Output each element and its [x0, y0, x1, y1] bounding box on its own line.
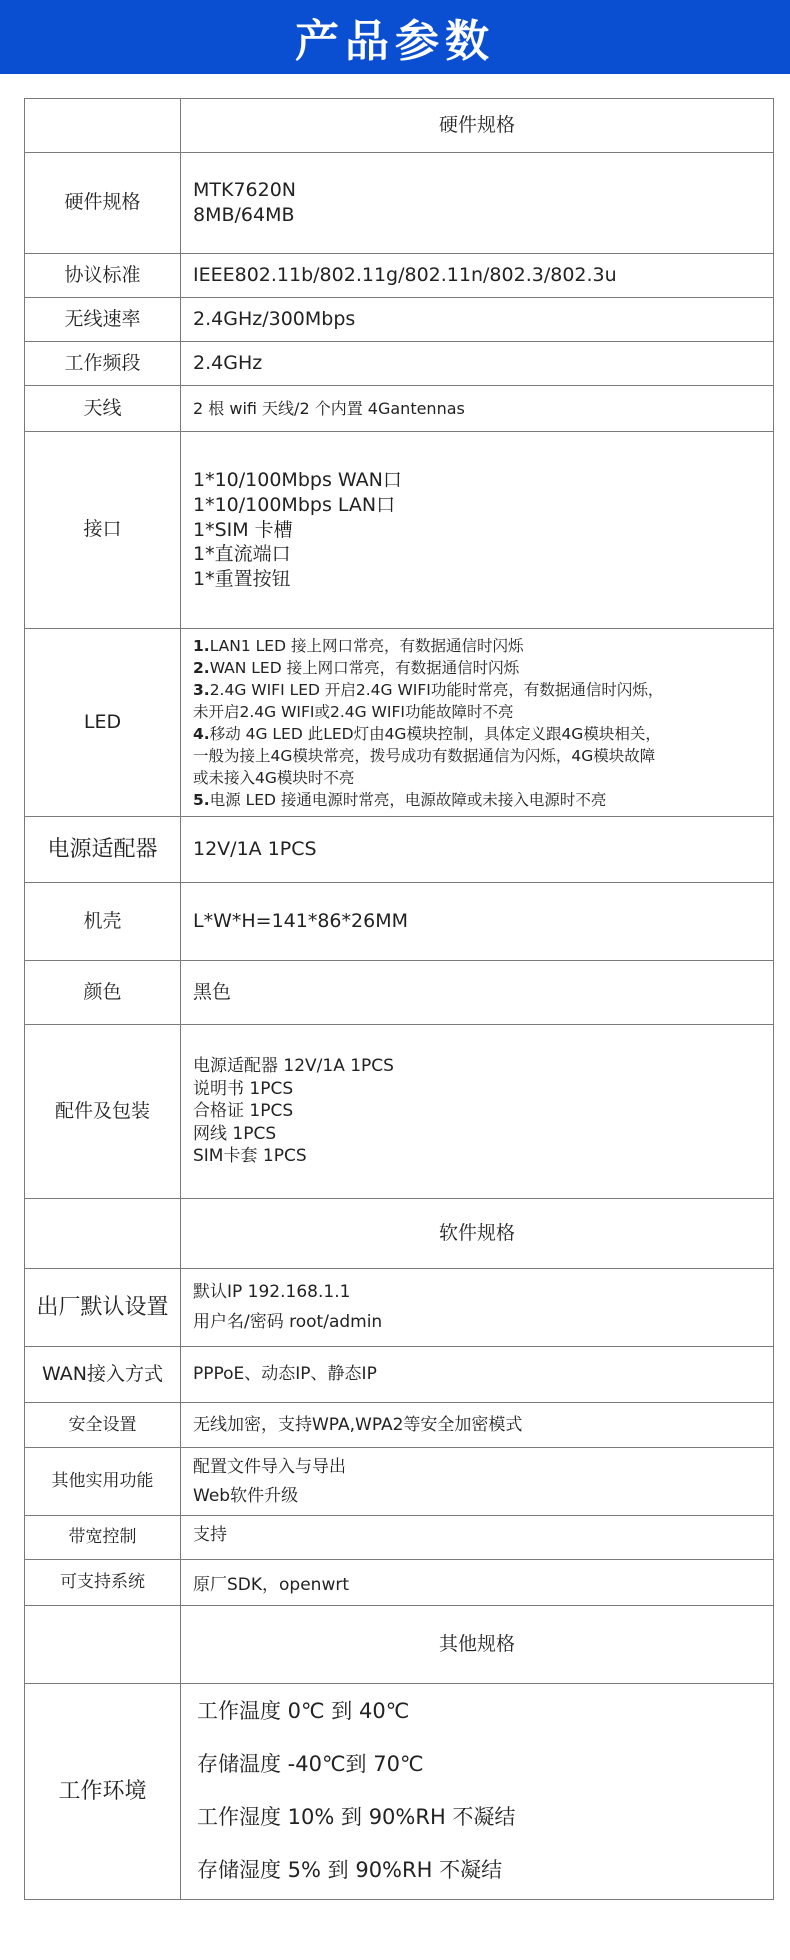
utility-line: 配置文件导入与导出 [193, 1457, 346, 1478]
row-value-color: 黑色 [181, 961, 774, 1025]
row-label-environment: 工作环境 [25, 1684, 181, 1900]
row-label-color: 颜色 [25, 961, 181, 1025]
row-value-utilities [181, 1448, 774, 1516]
row-value-default [181, 1269, 774, 1347]
row-label-bandwidth: 带宽控制 [25, 1516, 181, 1560]
led-line: 未开启2.4G WIFI或2.4G WIFI功能故障时不亮 [193, 702, 514, 721]
row-value-security: 无线加密，支持WPA,WPA2等安全加密模式 [181, 1403, 774, 1448]
spec-row-bandwidth [25, 1516, 774, 1560]
page-title: 产品参数 [295, 16, 495, 67]
row-value-accessories [181, 1025, 774, 1199]
spec-row-antenna [25, 386, 774, 432]
row-value-hw [181, 153, 774, 254]
environment-line: 工作湿度 10% 到 90%RH 不凝结 [197, 1805, 516, 1830]
spec-row-ports [25, 432, 774, 629]
row-value-environment [181, 1684, 774, 1900]
row-value-led [181, 629, 774, 817]
environment-line: 存储温度 -40℃到 70℃ [197, 1752, 424, 1777]
row-value-systems: 原厂SDK，openwrt [181, 1560, 774, 1606]
row-label-antenna: 天线 [25, 386, 181, 432]
row-label-hw: 硬件规格 [25, 153, 181, 254]
spec-row-systems [25, 1560, 774, 1606]
led-line: 3.2.4G WIFI LED 开启2.4G WIFI功能时常亮，有数据通信时闪烁， [193, 680, 664, 699]
environment-line: 工作温度 0℃ 到 40℃ [197, 1699, 410, 1724]
hw-line: MTK7620N [193, 178, 297, 201]
row-label-ports: 接口 [25, 432, 181, 629]
spec-row-power [25, 817, 774, 883]
default-line: 用户名/密码 root/admin [193, 1311, 383, 1332]
accessory-line: SIM卡套 1PCS [193, 1146, 307, 1167]
row-label-frequency: 工作频段 [25, 342, 181, 386]
row-label-protocol: 协议标准 [25, 254, 181, 298]
row-value-power: 12V/1A 1PCS [181, 817, 774, 883]
section-title-software: 软件规格 [181, 1199, 774, 1269]
section-row-other [25, 1606, 774, 1684]
led-line: 或未接入4G模块时不亮 [193, 768, 355, 787]
spec-row-protocol [25, 254, 774, 298]
led-line: 5.电源 LED 接通电源时常亮，电源故障或未接入电源时不亮 [193, 790, 607, 809]
port-line: 1*10/100Mbps LAN口 [193, 493, 396, 516]
row-value-ports [181, 432, 774, 629]
spec-row-rate [25, 298, 774, 342]
section-row-software [25, 1199, 774, 1269]
row-value-antenna: 2 根 wifi 天线/2 个内置 4Gantennas [181, 386, 774, 432]
port-line: 1*重置按钮 [193, 568, 291, 591]
accessory-line: 网线 1PCS [193, 1123, 277, 1144]
spec-row-hw [25, 153, 774, 254]
row-value-frequency: 2.4GHz [181, 342, 774, 386]
row-value-rate: 2.4GHz/300Mbps [181, 298, 774, 342]
section-row-hardware [25, 99, 774, 153]
row-label-power: 电源适配器 [25, 817, 181, 883]
spec-row-environment [25, 1684, 774, 1900]
row-value-case: L*W*H=141*86*26MM [181, 883, 774, 961]
led-line: 一般为接上4G模块常亮，拨号成功有数据通信为闪烁，4G模块故障 [193, 746, 656, 765]
row-value-bandwidth: 支持 [181, 1516, 774, 1560]
row-label-utilities: 其他实用功能 [25, 1448, 181, 1516]
spec-row-default [25, 1269, 774, 1347]
header-banner [0, 0, 790, 74]
section-title-hardware: 硬件规格 [181, 99, 774, 153]
port-line: 1*直流端口 [193, 543, 291, 566]
spec-row-security [25, 1403, 774, 1448]
spec-row-utilities [25, 1448, 774, 1516]
row-label-default: 出厂默认设置 [25, 1269, 181, 1347]
row-value-protocol: IEEE802.11b/802.11g/802.11n/802.3/802.3u [181, 254, 774, 298]
row-label-case: 机壳 [25, 883, 181, 961]
row-label-rate: 无线速率 [25, 298, 181, 342]
section-title-other: 其他规格 [181, 1606, 774, 1684]
accessory-line: 合格证 1PCS [193, 1101, 294, 1122]
spec-row-accessories [25, 1025, 774, 1199]
row-label-security: 安全设置 [25, 1403, 181, 1448]
spec-table [24, 98, 774, 1900]
utility-line: Web软件升级 [193, 1485, 299, 1506]
spec-row-case [25, 883, 774, 961]
row-value-wan: PPPoE、动态IP、静态IP [181, 1347, 774, 1403]
spec-row-frequency [25, 342, 774, 386]
accessory-line: 说明书 1PCS [193, 1078, 294, 1099]
spec-row-wan [25, 1347, 774, 1403]
led-line: 1.LAN1 LED 接上网口常亮，有数据通信时闪烁 [193, 636, 524, 655]
port-line: 1*10/100Mbps WAN口 [193, 469, 402, 492]
spec-row-color [25, 961, 774, 1025]
led-line: 2.WAN LED 接上网口常亮，有数据通信时闪烁 [193, 658, 520, 677]
row-label-systems: 可支持系统 [25, 1560, 181, 1606]
row-label-led: LED [25, 629, 181, 817]
environment-line: 存储湿度 5% 到 90%RH 不凝结 [197, 1858, 503, 1883]
hw-line: 8MB/64MB [193, 204, 295, 226]
row-label-wan: WAN接入方式 [25, 1347, 181, 1403]
led-line: 4.移动 4G LED 此LED灯由4G模块控制，具体定义跟4G模块相关， [193, 724, 661, 743]
row-label-accessories: 配件及包装 [25, 1025, 181, 1199]
accessory-line: 电源适配器 12V/1A 1PCS [193, 1055, 394, 1076]
default-line: 默认IP 192.168.1.1 [193, 1281, 351, 1302]
spec-row-led [25, 629, 774, 817]
port-line: 1*SIM 卡槽 [193, 518, 293, 541]
